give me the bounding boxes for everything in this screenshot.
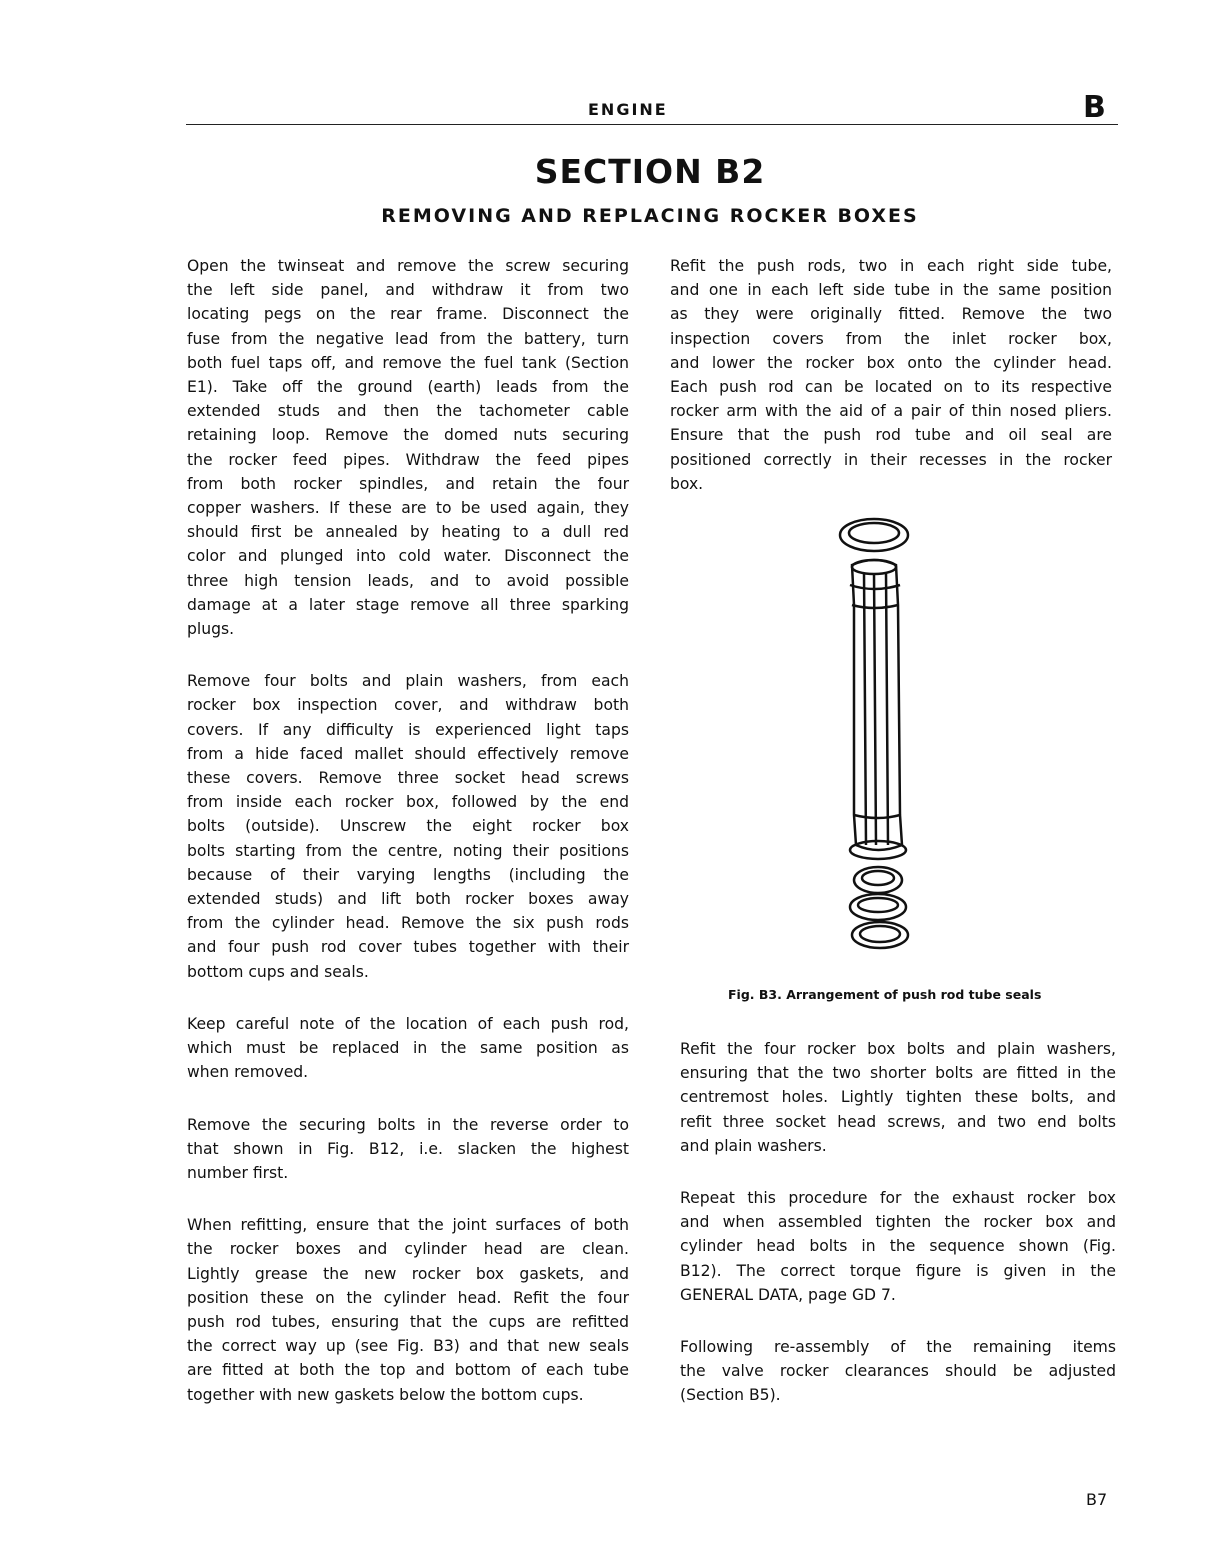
text-line: and one in each left side tube in the same position — [670, 281, 1112, 300]
text-line: ensuring that the two shorter bolts are fitted in the — [680, 1064, 1116, 1083]
text-line: Remove the securing bolts in the reverse order to — [187, 1115, 629, 1134]
text-line: extended studs and then the tachometer cable — [187, 402, 629, 421]
text-line: fuse from the negative lead from the battery, turn — [187, 329, 629, 348]
text-line: the valve rocker clearances should be adjusted — [680, 1362, 1116, 1381]
text-line: the left side panel, and withdraw it from two — [187, 281, 629, 300]
text-line: position these on the cylinder head. Refit the four — [187, 1288, 629, 1307]
text-line: locating pegs on the rear frame. Disconnect the — [187, 305, 629, 324]
text-line: Each push rod can be located on to its respective — [670, 378, 1112, 397]
paragraph — [187, 1113, 629, 1186]
text-line: Repeat this procedure for the exhaust rocker box — [680, 1189, 1116, 1208]
text-line: copper washers. If these are to be used again, they — [187, 499, 629, 518]
text-line: Lightly grease the new rocker box gaskets, and — [187, 1264, 629, 1283]
text-line: and four push rod cover tubes together with their — [187, 938, 629, 957]
text-line: refit three socket head screws, and two end bolts — [680, 1112, 1116, 1131]
text-line: when removed. — [187, 1063, 309, 1082]
text-line: from both rocker spindles, and retain the four — [187, 474, 629, 493]
text-line: as they were originally fitted. Remove the two — [670, 305, 1112, 324]
text-line: which must be replaced in the same position as — [187, 1039, 629, 1058]
text-line: Refit the four rocker box bolts and plain washers, — [680, 1040, 1116, 1058]
text-line: the correct way up (see Fig. B3) and that new seals — [187, 1337, 629, 1356]
paragraph — [680, 1037, 1116, 1158]
text-line: Following re-assembly of the remaining items — [680, 1338, 1116, 1357]
text-line: these covers. Remove three socket head screws — [187, 769, 629, 788]
text-line: When refitting, ensure that the joint surfaces of both — [187, 1216, 629, 1235]
text-line: GENERAL DATA, page GD 7. — [680, 1285, 896, 1304]
figure-caption: Fig. B3. Arrangement of push rod tube seals — [728, 987, 1042, 1002]
page-number: B7 — [1086, 1490, 1108, 1509]
text-line: box. — [670, 474, 704, 493]
section-title: SECTION B2 — [534, 152, 766, 191]
text-line: bottom cups and seals. — [187, 962, 369, 981]
paragraph — [187, 1012, 629, 1085]
paragraph — [680, 1186, 1116, 1307]
text-line: Ensure that the push rod tube and oil seal are — [670, 426, 1112, 445]
text-line: inspection covers from the inlet rocker box, — [670, 329, 1112, 348]
section-letter: B — [1083, 90, 1106, 125]
text-line: Refit the push rods, two in each right side tube, — [670, 257, 1112, 275]
section-subtitle: REMOVING AND REPLACING ROCKER BOXES — [381, 205, 919, 227]
text-line: Open the twinseat and remove the screw securing — [187, 257, 629, 275]
right-column-bottom — [680, 1037, 1116, 1436]
paragraph — [680, 1335, 1116, 1408]
header-title: ENGINE — [588, 100, 668, 119]
text-line: from inside each rocker box, followed by the end — [187, 793, 629, 812]
text-line: cylinder head bolts in the sequence shown (Fig. — [680, 1237, 1116, 1256]
text-line: both fuel taps off, and remove the fuel tank (Section — [187, 353, 629, 372]
text-line: bolts starting from the centre, noting their positions — [187, 841, 629, 860]
text-line: and plain washers. — [680, 1136, 827, 1155]
text-line: should first be annealed by heating to a dull red — [187, 523, 629, 542]
right-column-top — [670, 254, 1112, 524]
text-line: Remove four bolts and plain washers, from each — [187, 672, 629, 691]
text-line: color and plunged into cold water. Disconnect the — [187, 547, 629, 566]
text-line: the rocker feed pipes. Withdraw the feed pipes — [187, 450, 629, 469]
text-line: that shown in Fig. B12, i.e. slacken the highest — [187, 1139, 629, 1158]
header-rule — [186, 124, 1118, 125]
text-line: E1). Take off the ground (earth) leads from the — [187, 378, 629, 397]
text-line: rocker box inspection cover, and withdraw both — [187, 696, 629, 715]
text-line: extended studs) and lift both rocker boxes away — [187, 890, 629, 909]
text-line: B12). The correct torque figure is given in the — [680, 1261, 1116, 1280]
left-column — [187, 254, 629, 1435]
paragraph — [187, 254, 629, 641]
push-rod-tube-figure — [838, 515, 938, 955]
text-line: because of their varying lengths (including the — [187, 865, 629, 884]
text-line: from a hide faced mallet should effectively remove — [187, 744, 629, 763]
paragraph — [670, 254, 1112, 496]
text-line: rocker arm with the aid of a pair of thin nosed pliers. — [670, 402, 1112, 421]
text-line: together with new gaskets below the bottom cups. — [187, 1385, 584, 1404]
text-line: bolts (outside). Unscrew the eight rocker box — [187, 817, 629, 836]
text-line: plugs. — [187, 620, 235, 639]
text-line: push rod tubes, ensuring that the cups are refitted — [187, 1312, 629, 1331]
text-line: damage at a later stage remove all three sparking — [187, 595, 629, 614]
text-line: Keep careful note of the location of each push rod, — [187, 1014, 629, 1033]
text-line: centremost holes. Lightly tighten these bolts, and — [680, 1088, 1116, 1107]
text-line: (Section B5). — [680, 1386, 781, 1405]
text-line: retaining loop. Remove the domed nuts securing — [187, 426, 629, 445]
text-line: covers. If any difficulty is experienced light taps — [187, 720, 629, 739]
text-line: and lower the rocker box onto the cylinder head. — [670, 353, 1112, 372]
text-line: are fitted at both the top and bottom of each tube — [187, 1361, 629, 1380]
text-line: number first. — [187, 1163, 289, 1182]
text-line: positioned correctly in their recesses in the rocker — [670, 450, 1112, 469]
text-line: from the cylinder head. Remove the six push rods — [187, 914, 629, 933]
paragraph — [187, 669, 629, 984]
paragraph — [187, 1213, 629, 1407]
text-line: three high tension leads, and to avoid possible — [187, 571, 629, 590]
text-line: and when assembled tighten the rocker box and — [680, 1213, 1116, 1232]
text-line: the rocker boxes and cylinder head are clean. — [187, 1240, 629, 1259]
